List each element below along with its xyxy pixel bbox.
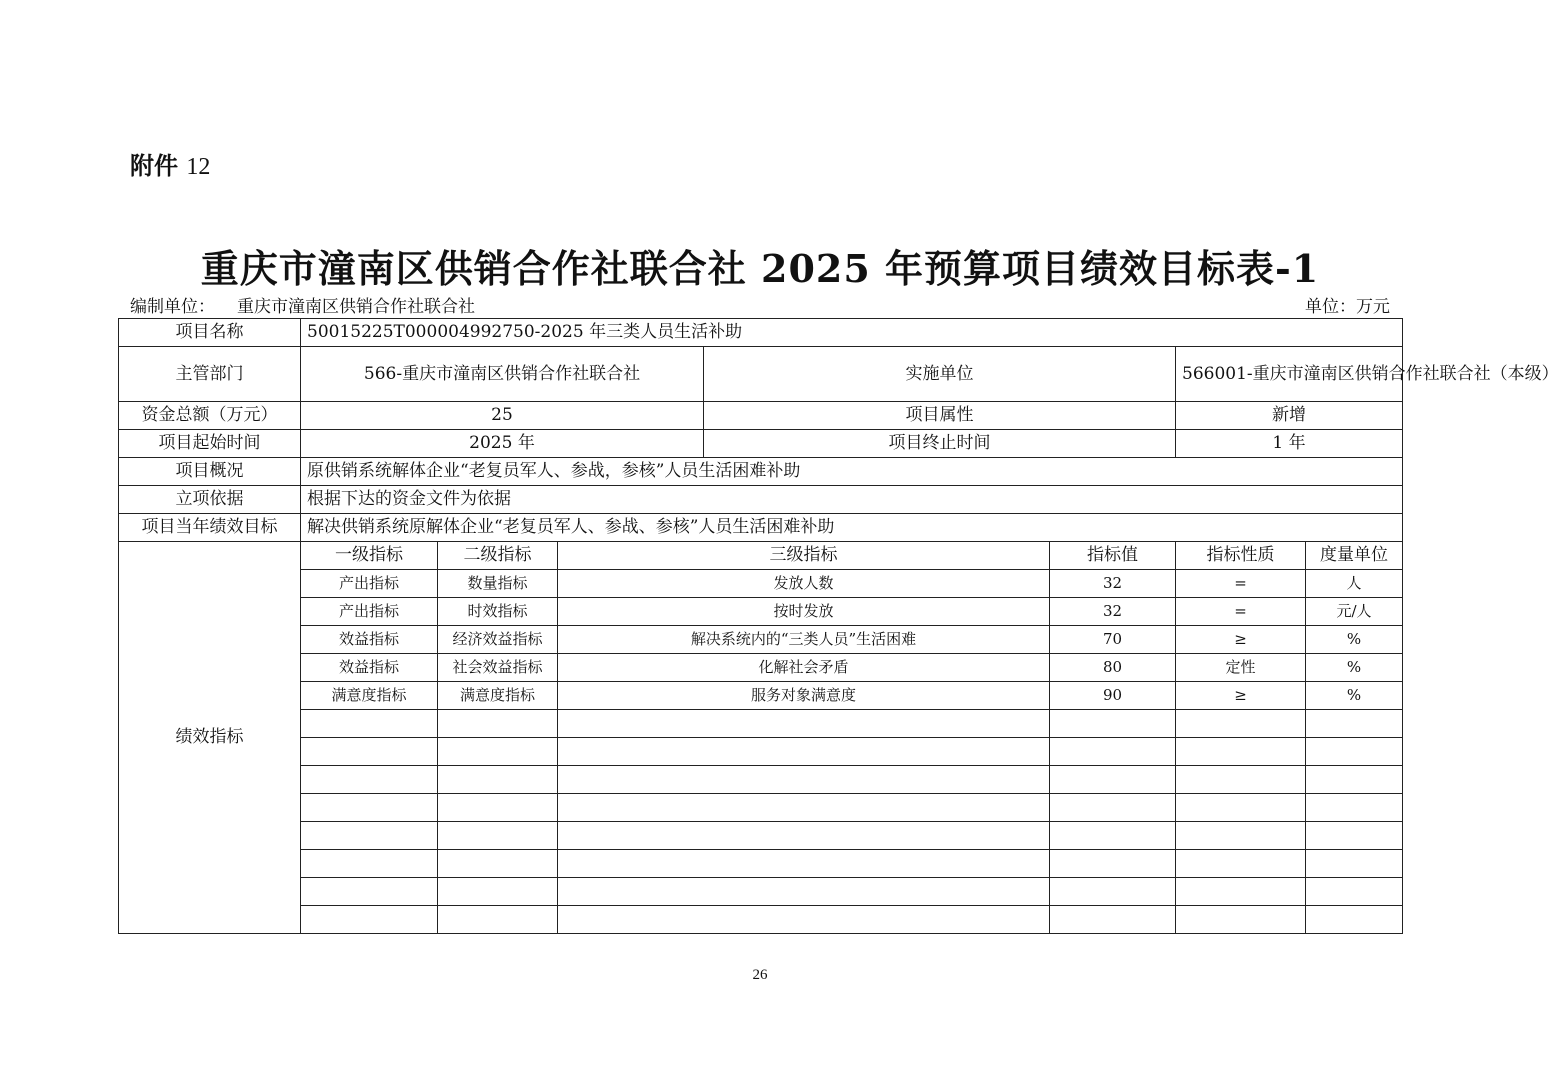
empty-cell	[558, 878, 1050, 906]
empty-cell	[438, 738, 558, 766]
empty-row	[119, 878, 1403, 906]
attachment-text: 附件	[130, 152, 178, 180]
performance-table	[118, 318, 1559, 934]
value-cell: 32	[1050, 570, 1176, 598]
empty-row	[119, 738, 1403, 766]
empty-cell	[438, 822, 558, 850]
indicator-row	[119, 682, 1403, 710]
empty-cell	[558, 738, 1050, 766]
empty-cell	[1306, 738, 1403, 766]
header-level1: 一级指标	[301, 542, 438, 570]
attachment-number: 12	[186, 154, 211, 180]
empty-row	[119, 794, 1403, 822]
fund-value: 25	[301, 402, 704, 430]
empty-cell	[1050, 710, 1176, 738]
row-time	[119, 430, 1403, 458]
impl-label: 实施单位	[704, 347, 1176, 402]
empty-cell	[558, 710, 1050, 738]
empty-cell	[301, 850, 438, 878]
project-name-label: 项目名称	[119, 319, 301, 347]
empty-cell	[1176, 766, 1306, 794]
compiler-value: 重庆市潼南区供销合作社联合社	[237, 297, 475, 317]
unit-label: 单位：万元	[1305, 297, 1390, 317]
empty-cell	[1050, 906, 1176, 934]
goal-value: 解决供销系统原解体企业“老复员军人、参战、参核”人员生活困难补助	[301, 514, 1403, 542]
empty-cell	[438, 710, 558, 738]
empty-cell	[301, 794, 438, 822]
empty-cell	[1050, 794, 1176, 822]
compiler-line	[130, 292, 475, 317]
level3-cell: 解决系统内的“三类人员”生活困难	[558, 626, 1050, 654]
empty-cell	[1050, 850, 1176, 878]
empty-cell	[1176, 794, 1306, 822]
dept-value: 566-重庆市潼南区供销合作社联合社	[301, 347, 704, 402]
project-name-value: 50015225T000004992750-2025 年三类人员生活补助	[301, 319, 1403, 347]
value-cell: 32	[1050, 598, 1176, 626]
overview-value: 原供销系统解体企业“老复员军人、参战，参核”人员生活困难补助	[301, 458, 1403, 486]
empty-cell	[1306, 906, 1403, 934]
empty-cell	[438, 906, 558, 934]
header-level2: 二级指标	[438, 542, 558, 570]
empty-cell	[1306, 766, 1403, 794]
compiler-label: 编制单位：	[130, 297, 215, 317]
unit-cell: %	[1306, 626, 1403, 654]
row-basis	[119, 486, 1403, 514]
start-label: 项目起始时间	[119, 430, 301, 458]
level3-cell: 发放人数	[558, 570, 1050, 598]
overview-label: 项目概况	[119, 458, 301, 486]
perf-label: 绩效指标	[119, 542, 301, 934]
empty-cell	[558, 822, 1050, 850]
empty-row	[119, 906, 1403, 934]
empty-cell	[301, 738, 438, 766]
empty-cell	[301, 878, 438, 906]
empty-cell	[1306, 850, 1403, 878]
empty-cell	[438, 850, 558, 878]
value-cell: 70	[1050, 626, 1176, 654]
unit-cell: %	[1306, 654, 1403, 682]
basis-label: 立项依据	[119, 486, 301, 514]
level1-cell: 效益指标	[301, 654, 438, 682]
empty-cell	[301, 906, 438, 934]
empty-cell	[1176, 906, 1306, 934]
row-project-name	[119, 319, 1403, 347]
unit-cell: 元/人	[1306, 598, 1403, 626]
level1-cell: 效益指标	[301, 626, 438, 654]
unit-cell: %	[1306, 682, 1403, 710]
goal-label: 项目当年绩效目标	[119, 514, 301, 542]
document-title: 重庆市潼南区供销合作社联合社 2025 年预算项目绩效目标表-1	[200, 246, 1320, 291]
indicator-row	[119, 654, 1403, 682]
header-value: 指标值	[1050, 542, 1176, 570]
empty-cell	[301, 766, 438, 794]
empty-cell	[1306, 878, 1403, 906]
indicator-row	[119, 626, 1403, 654]
indicator-row	[119, 570, 1403, 598]
dept-label: 主管部门	[119, 347, 301, 402]
end-label: 项目终止时间	[704, 430, 1176, 458]
empty-cell	[1050, 878, 1176, 906]
level3-cell: 服务对象满意度	[558, 682, 1050, 710]
attr-label: 项目属性	[704, 402, 1176, 430]
empty-cell	[301, 710, 438, 738]
level3-cell: 化解社会矛盾	[558, 654, 1050, 682]
row-overview	[119, 458, 1403, 486]
empty-cell	[1050, 738, 1176, 766]
empty-cell	[301, 822, 438, 850]
empty-cell	[1176, 850, 1306, 878]
empty-cell	[1306, 822, 1403, 850]
indicator-header-row	[119, 542, 1403, 570]
level1-cell: 产出指标	[301, 570, 438, 598]
header-unit: 度量单位	[1306, 542, 1403, 570]
indicator-row	[119, 598, 1403, 626]
level2-cell: 满意度指标	[438, 682, 558, 710]
basis-value: 根据下达的资金文件为依据	[301, 486, 1403, 514]
empty-cell	[558, 906, 1050, 934]
empty-row	[119, 766, 1403, 794]
attachment-label	[130, 146, 210, 181]
attr-value: 新增	[1176, 402, 1403, 430]
empty-cell	[438, 794, 558, 822]
empty-cell	[438, 766, 558, 794]
header-nature: 指标性质	[1176, 542, 1306, 570]
empty-cell	[1176, 710, 1306, 738]
empty-cell	[1176, 738, 1306, 766]
level1-cell: 产出指标	[301, 598, 438, 626]
empty-cell	[438, 878, 558, 906]
value-cell: 90	[1050, 682, 1176, 710]
nature-cell: 定性	[1176, 654, 1306, 682]
value-cell: 80	[1050, 654, 1176, 682]
row-funds	[119, 402, 1403, 430]
level2-cell: 经济效益指标	[438, 626, 558, 654]
nature-cell: =	[1176, 570, 1306, 598]
header-level3: 三级指标	[558, 542, 1050, 570]
nature-cell: =	[1176, 598, 1306, 626]
unit-cell: 人	[1306, 570, 1403, 598]
empty-cell	[558, 766, 1050, 794]
page-number: 26	[752, 967, 768, 983]
empty-cell	[1176, 878, 1306, 906]
empty-cell	[558, 794, 1050, 822]
level2-cell: 数量指标	[438, 570, 558, 598]
level1-cell: 满意度指标	[301, 682, 438, 710]
start-value: 2025 年	[301, 430, 704, 458]
empty-row	[119, 822, 1403, 850]
empty-row	[119, 710, 1403, 738]
row-department	[119, 347, 1403, 402]
level3-cell: 按时发放	[558, 598, 1050, 626]
empty-cell	[1176, 822, 1306, 850]
end-value: 1 年	[1176, 430, 1403, 458]
empty-cell	[558, 850, 1050, 878]
empty-cell	[1050, 822, 1176, 850]
empty-cell	[1306, 710, 1403, 738]
level2-cell: 时效指标	[438, 598, 558, 626]
nature-cell: ≥	[1176, 682, 1306, 710]
empty-cell	[1050, 766, 1176, 794]
empty-cell	[1306, 794, 1403, 822]
fund-label: 资金总额（万元）	[119, 402, 301, 430]
empty-row	[119, 850, 1403, 878]
nature-cell: ≥	[1176, 626, 1306, 654]
row-goal	[119, 514, 1403, 542]
level2-cell: 社会效益指标	[438, 654, 558, 682]
impl-value: 566001-重庆市潼南区供销合作社联合社（本级）	[1176, 347, 1403, 402]
